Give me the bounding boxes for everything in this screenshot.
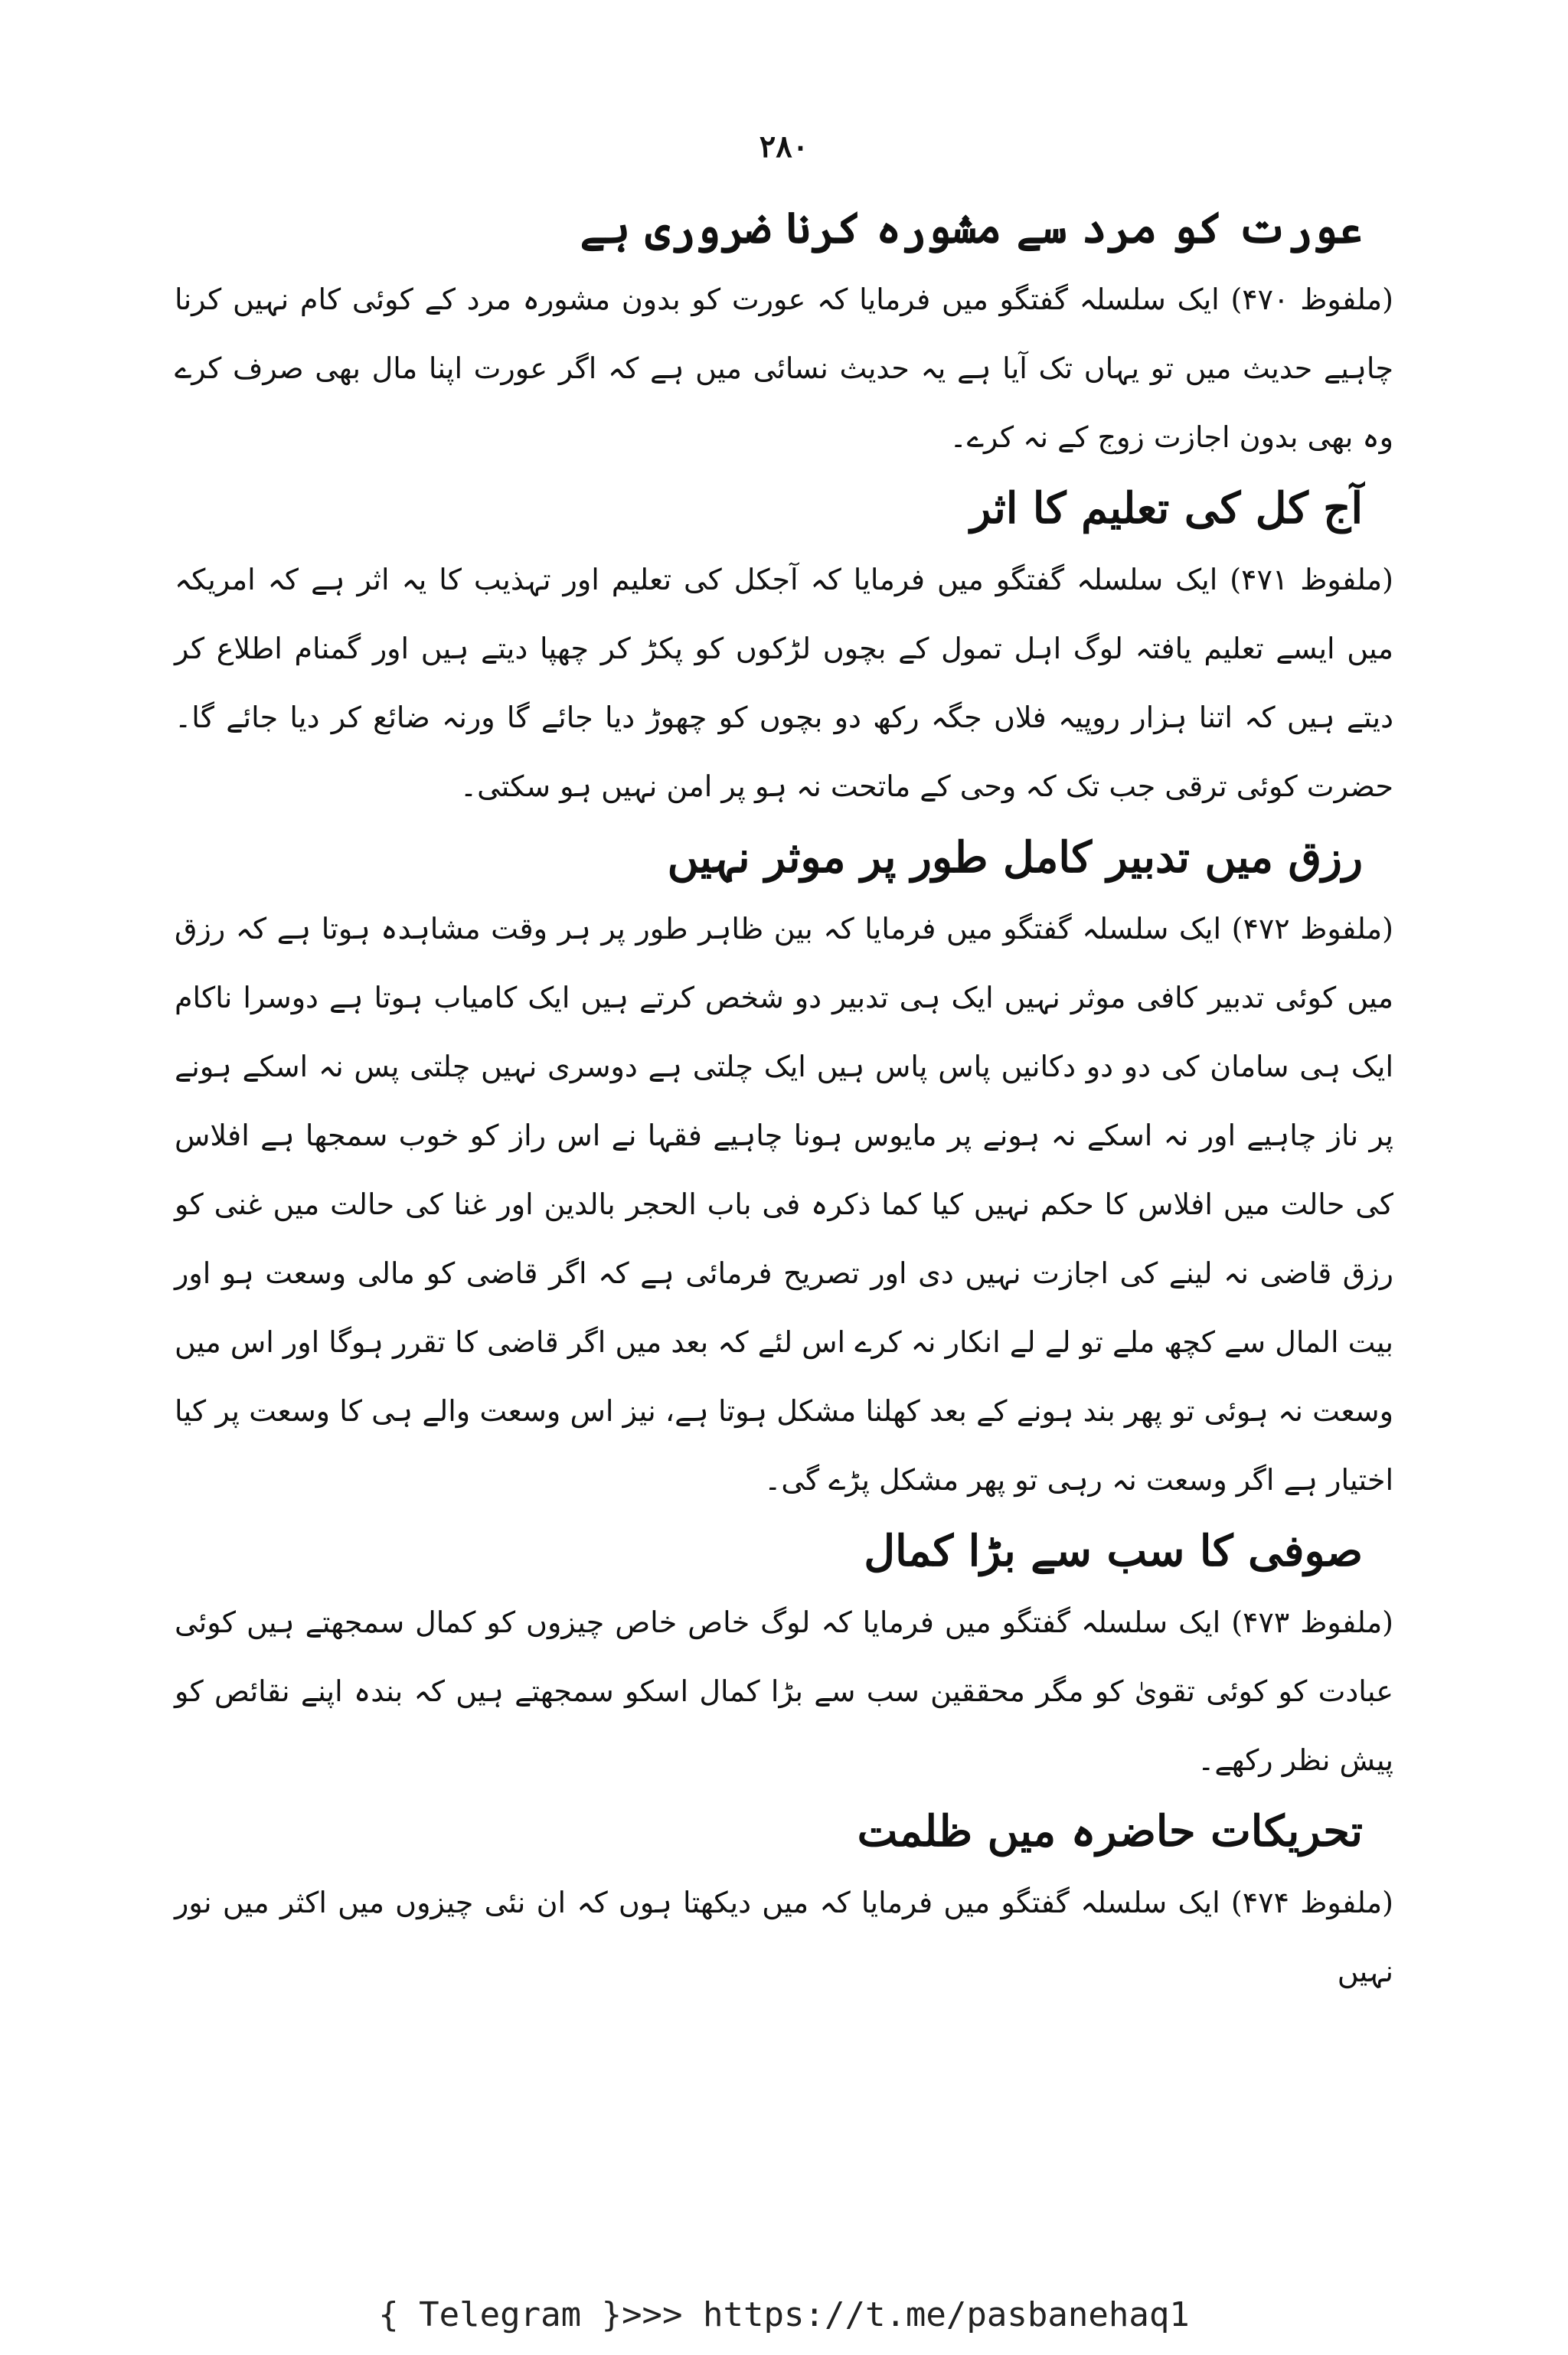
section-heading: عورت کو مرد سے مشورہ کرنا ضروری ہے (580, 203, 1363, 253)
section-heading: تحریکات حاضرہ میں ظلمت (857, 1806, 1363, 1857)
section-paragraph: (ملفوظ ۴۷۳) ایک سلسلہ گفتگو میں فرمایا کہ لوگ خاص خاص چیزوں کو کمال سمجھتے ہیں کوئی عبادت کو کوئی تقویٰ کو مگر محققین سب سے بڑا کمال اسکو سمجھتے ہیں کہ بندہ اپنے نقائص کو پیش نظر رکھے۔ (175, 1605, 1393, 1777)
section-modern-education (175, 472, 1393, 821)
section-heading: آج کل کی تعلیم کا اثر (970, 483, 1363, 534)
section-paragraph: (ملفوظ ۴۷۲) ایک سلسلہ گفتگو میں فرمایا کہ بین ظاہر طور پر ہر وقت مشاہدہ ہوتا ہے کہ رزق میں کوئی تدبیر کافی موثر نہیں ایک ہی تدبیر دو شخص کرتے ہیں ایک کامیاب ہوتا ہے دوسرا ناکام ایک ہی سامان کی دو دو دکانیں پاس پاس ہیں ایک چلتی ہے دوسری نہیں چلتی پس نہ اسکے ہونے پر ناز چاہیے اور نہ اسکے نہ ہونے پر مایوس ہونا چاہیے فقہا نے اس راز کو خوب سمجھا ہے افلاس کی حالت میں افلاس کا حکم نہیں کیا کما ذکرہ فی باب الحجر بالدین اور غنا کی حالت میں غنی کو رزق قاضی نہ لینے کی اجازت نہیں دی اور تصریح فرمائی ہے کہ اگر قاضی کو مالی وسعت ہو اور بیت المال سے کچھ ملے تو لے لے انکار نہ کرے اس لئے کہ بعد میں اگر قاضی کا تقرر ہوگا اور اس میں وسعت نہ ہوئی تو پھر بند ہونے کے بعد کھلنا مشکل ہوتا ہے، نیز اس وسعت والے ہی کا وسعت پر کیا اختیار ہے اگر وسعت نہ رہی تو پھر مشکل پڑے گی۔ (175, 912, 1393, 1497)
telegram-link-footer: { Telegram }>>> https://t.me/pasbanehaq1 (378, 2295, 1190, 2334)
section-current-movements (175, 1795, 1393, 2006)
section-heading: صوفی کا سب سے بڑا کمال (864, 1526, 1363, 1576)
section-heading: رزق میں تدبیر کامل طور پر موثر نہیں (667, 832, 1363, 883)
page-body (175, 191, 1393, 2006)
section-sustenance (175, 821, 1393, 1514)
section-sufi-perfection (175, 1514, 1393, 1795)
section-women-consultation (175, 191, 1393, 472)
section-paragraph: (ملفوظ ۴۷۰) ایک سلسلہ گفتگو میں فرمایا کہ عورت کو بدون مشورہ مرد کے کوئی کام نہیں کرنا چاہیے حدیث میں تو یہاں تک آیا ہے یہ حدیث نسائی میں ہے کہ اگر عورت اپنا مال بھی صرف کرے وہ بھی بدون اجازت زوج کے نہ کرے۔ (175, 283, 1393, 454)
section-paragraph: (ملفوظ ۴۷۱) ایک سلسلہ گفتگو میں فرمایا کہ آجکل کی تعلیم اور تہذیب کا یہ اثر ہے کہ امریکہ میں ایسے تعلیم یافتہ لوگ اہل تمول کے بچوں لڑکوں کو پکڑ کر چھپا دیتے ہیں اور گمنام اطلاع کر دیتے ہیں کہ اتنا ہزار روپیہ فلاں جگہ رکھ دو بچوں کو چھوڑ دیا جائے گا ورنہ ضائع کر دیا جائے گا۔ حضرت کوئی ترقی جب تک کہ وحی کے ماتحت نہ ہو پر امن نہیں ہو سکتی۔ (175, 563, 1393, 803)
section-paragraph: (ملفوظ ۴۷۴) ایک سلسلہ گفتگو میں فرمایا کہ میں دیکھتا ہوں کہ ان نئی چیزوں میں اکثر میں نور نہیں (175, 1886, 1393, 1988)
page-number: ۲۸۰ (759, 129, 809, 165)
